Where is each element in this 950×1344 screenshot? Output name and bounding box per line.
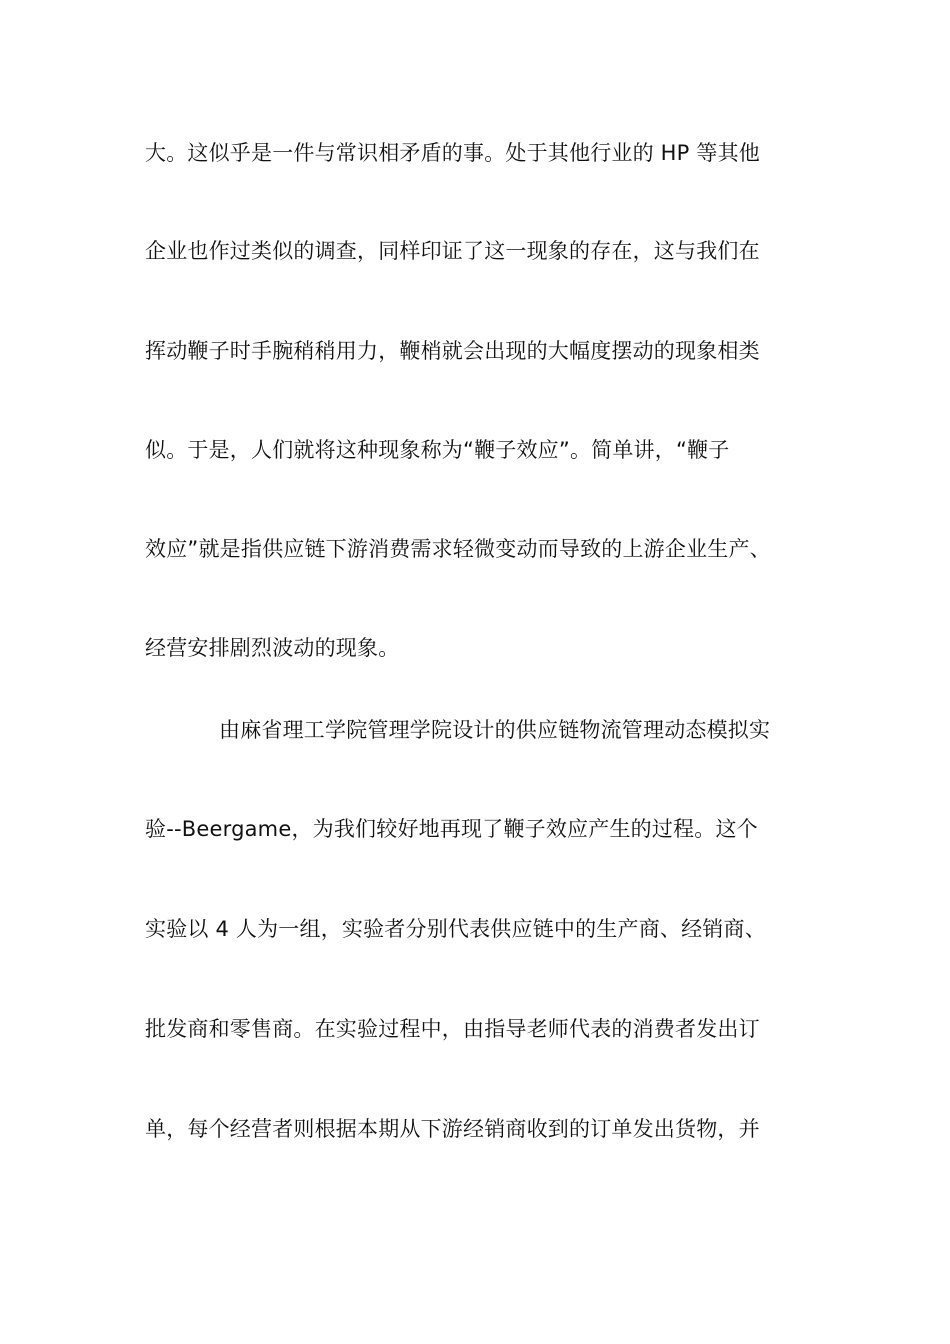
- paragraph-first-line: 由麻省理工学院管理学院设计的供应链物流管理动态模拟实: [219, 718, 771, 742]
- text-line: 单，每个经营者则根据本期从下游经销商收到的订单发出货物，并: [145, 1117, 760, 1141]
- text-line: 似。于是，人们就将这种现象称为“鞭子效应”。简单讲，“鞭子: [145, 438, 730, 462]
- text-line: 大。这似乎是一件与常识相矛盾的事。处于其他行业的 HP 等其他: [145, 141, 761, 165]
- text-line: 验--Beergame，为我们较好地再现了鞭子效应产生的过程。这个: [145, 817, 758, 841]
- text-line: 企业也作过类似的调查，同样印证了这一现象的存在，这与我们在: [145, 239, 760, 263]
- text-line: 经营安排剧烈波动的现象。: [145, 636, 400, 660]
- text-line: 批发商和零售商。在实验过程中，由指导老师代表的消费者发出订: [145, 1017, 760, 1041]
- text-line: 效应”就是指供应链下游消费需求轻微变动而导致的上游企业生产、: [145, 537, 771, 561]
- text-line: 实验以 4 人为一组，实验者分别代表供应链中的生产商、经销商、: [145, 917, 766, 941]
- text-line: 挥动鞭子时手腕稍稍用力，鞭梢就会出现的大幅度摆动的现象相类: [145, 339, 760, 363]
